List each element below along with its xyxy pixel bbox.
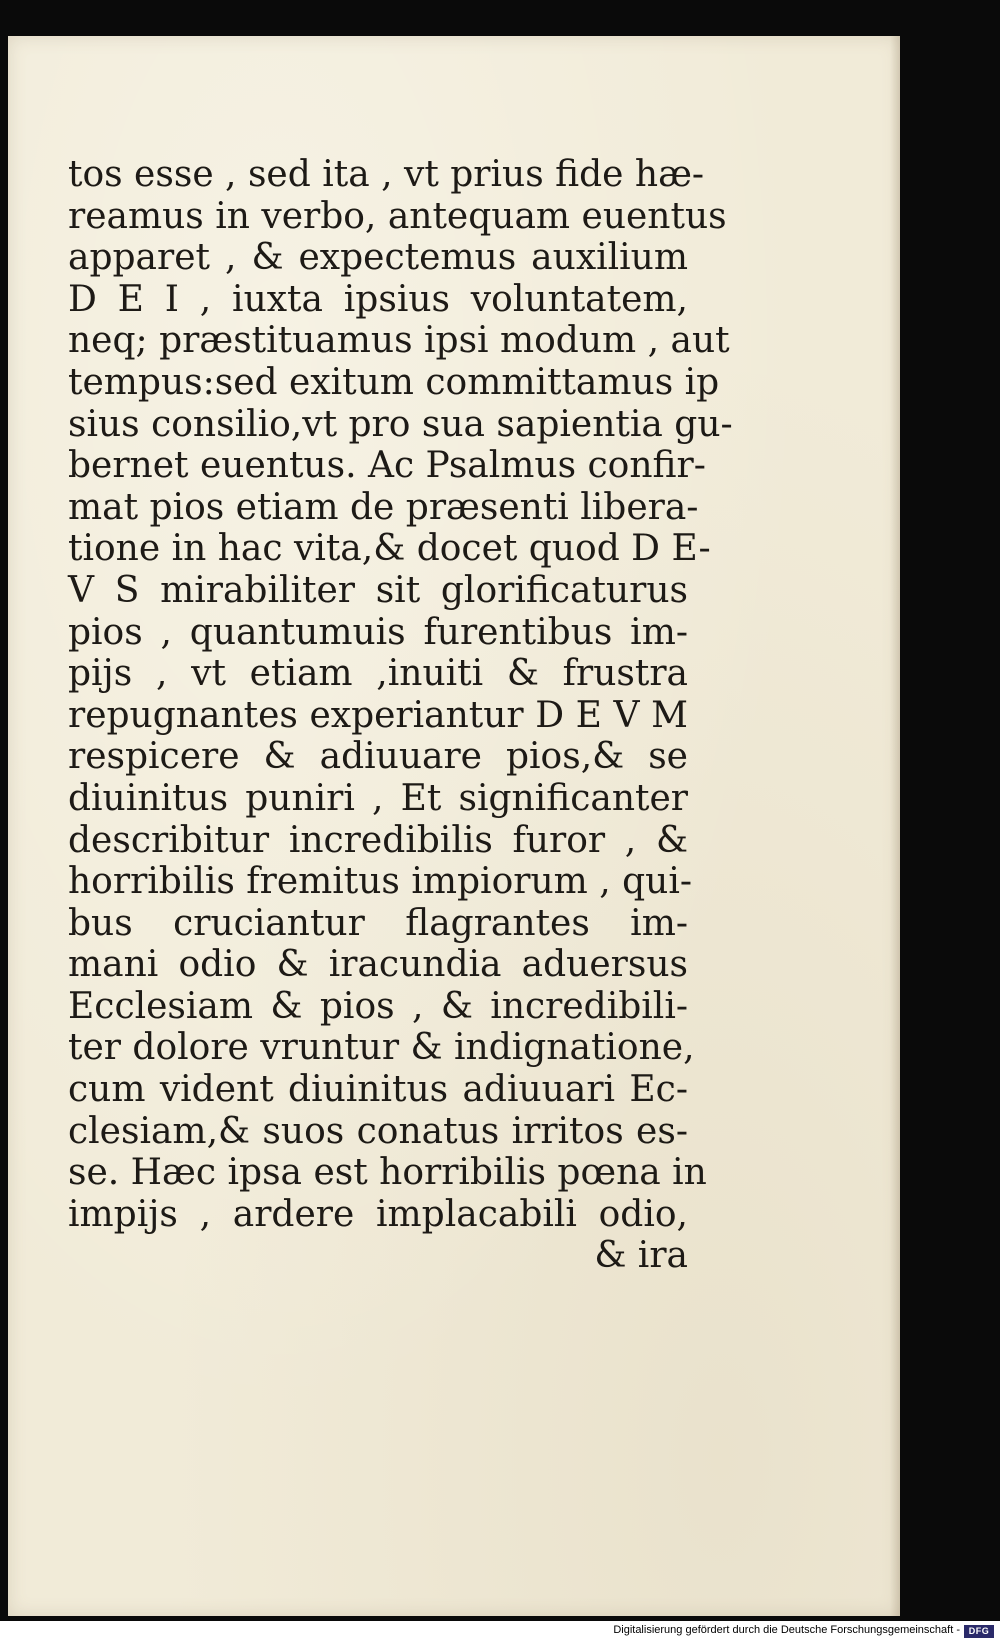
dfg-logo: DFG — [964, 1625, 994, 1638]
text-line: clesiam,& suos conatus irritos es- — [68, 1110, 688, 1152]
catchword: & ira — [594, 1235, 688, 1277]
text-line: sius consilio,vt pro sua sapientia gu- — [68, 403, 733, 445]
text-line: D E I , iuxta ipsius voluntatem, — [68, 278, 688, 320]
text-line: repugnantes experiantur D E V M — [68, 694, 688, 736]
funding-credit-text: Digitalisierung gefördert durch die Deutsche Forschungsgemeinschaft - — [613, 1624, 960, 1636]
text-line: tione in hac vita,& docet quod D E- — [68, 528, 711, 570]
text-line: bernet euentus. Ac Psalmus confir- — [68, 445, 706, 487]
text-line: bus cruciantur flagrantes im- — [68, 902, 688, 944]
text-line: diuinitus puniri , Et significanter — [68, 777, 688, 819]
text-line: se. Hæc ipsa est horribilis pœna in — [68, 1152, 707, 1194]
text-line: tos esse , sed ita , vt prius fide hæ- — [68, 154, 705, 195]
page-text — [68, 154, 733, 1277]
text-line: pijs , vt etiam ,inuiti & frustra — [68, 653, 688, 695]
funding-footer — [0, 1621, 1000, 1643]
text-line: reamus in verbo, antequam euentus — [68, 195, 727, 237]
text-line: mani odio & iracundia aduersus — [68, 944, 688, 986]
text-line: apparet , & expectemus auxilium — [68, 237, 688, 279]
text-line: V S mirabiliter sit glorificaturus — [68, 569, 688, 611]
text-line: Ecclesiam & pios , & incredibili- — [68, 985, 688, 1027]
text-line: cum vident diuinitus adiuuari Ec- — [68, 1069, 688, 1111]
text-line: respicere & adiuuare pios,& se — [68, 736, 688, 778]
text-line: tempus:sed exitum committamus ip — [68, 361, 720, 403]
book-page — [8, 36, 900, 1616]
text-line: pios , quantumuis furentibus im- — [68, 611, 688, 653]
text-line: mat pios etiam de præsenti libera- — [68, 486, 699, 528]
text-line: ter dolore vruntur & indignatione, — [68, 1027, 695, 1069]
text-line: describitur incredibilis furor , & — [68, 819, 688, 861]
text-line: horribilis fremitus impiorum , qui- — [68, 861, 693, 903]
text-line: impijs , ardere implacabili odio, — [68, 1193, 688, 1235]
text-line: neq; præstituamus ipsi modum , aut — [68, 320, 730, 362]
